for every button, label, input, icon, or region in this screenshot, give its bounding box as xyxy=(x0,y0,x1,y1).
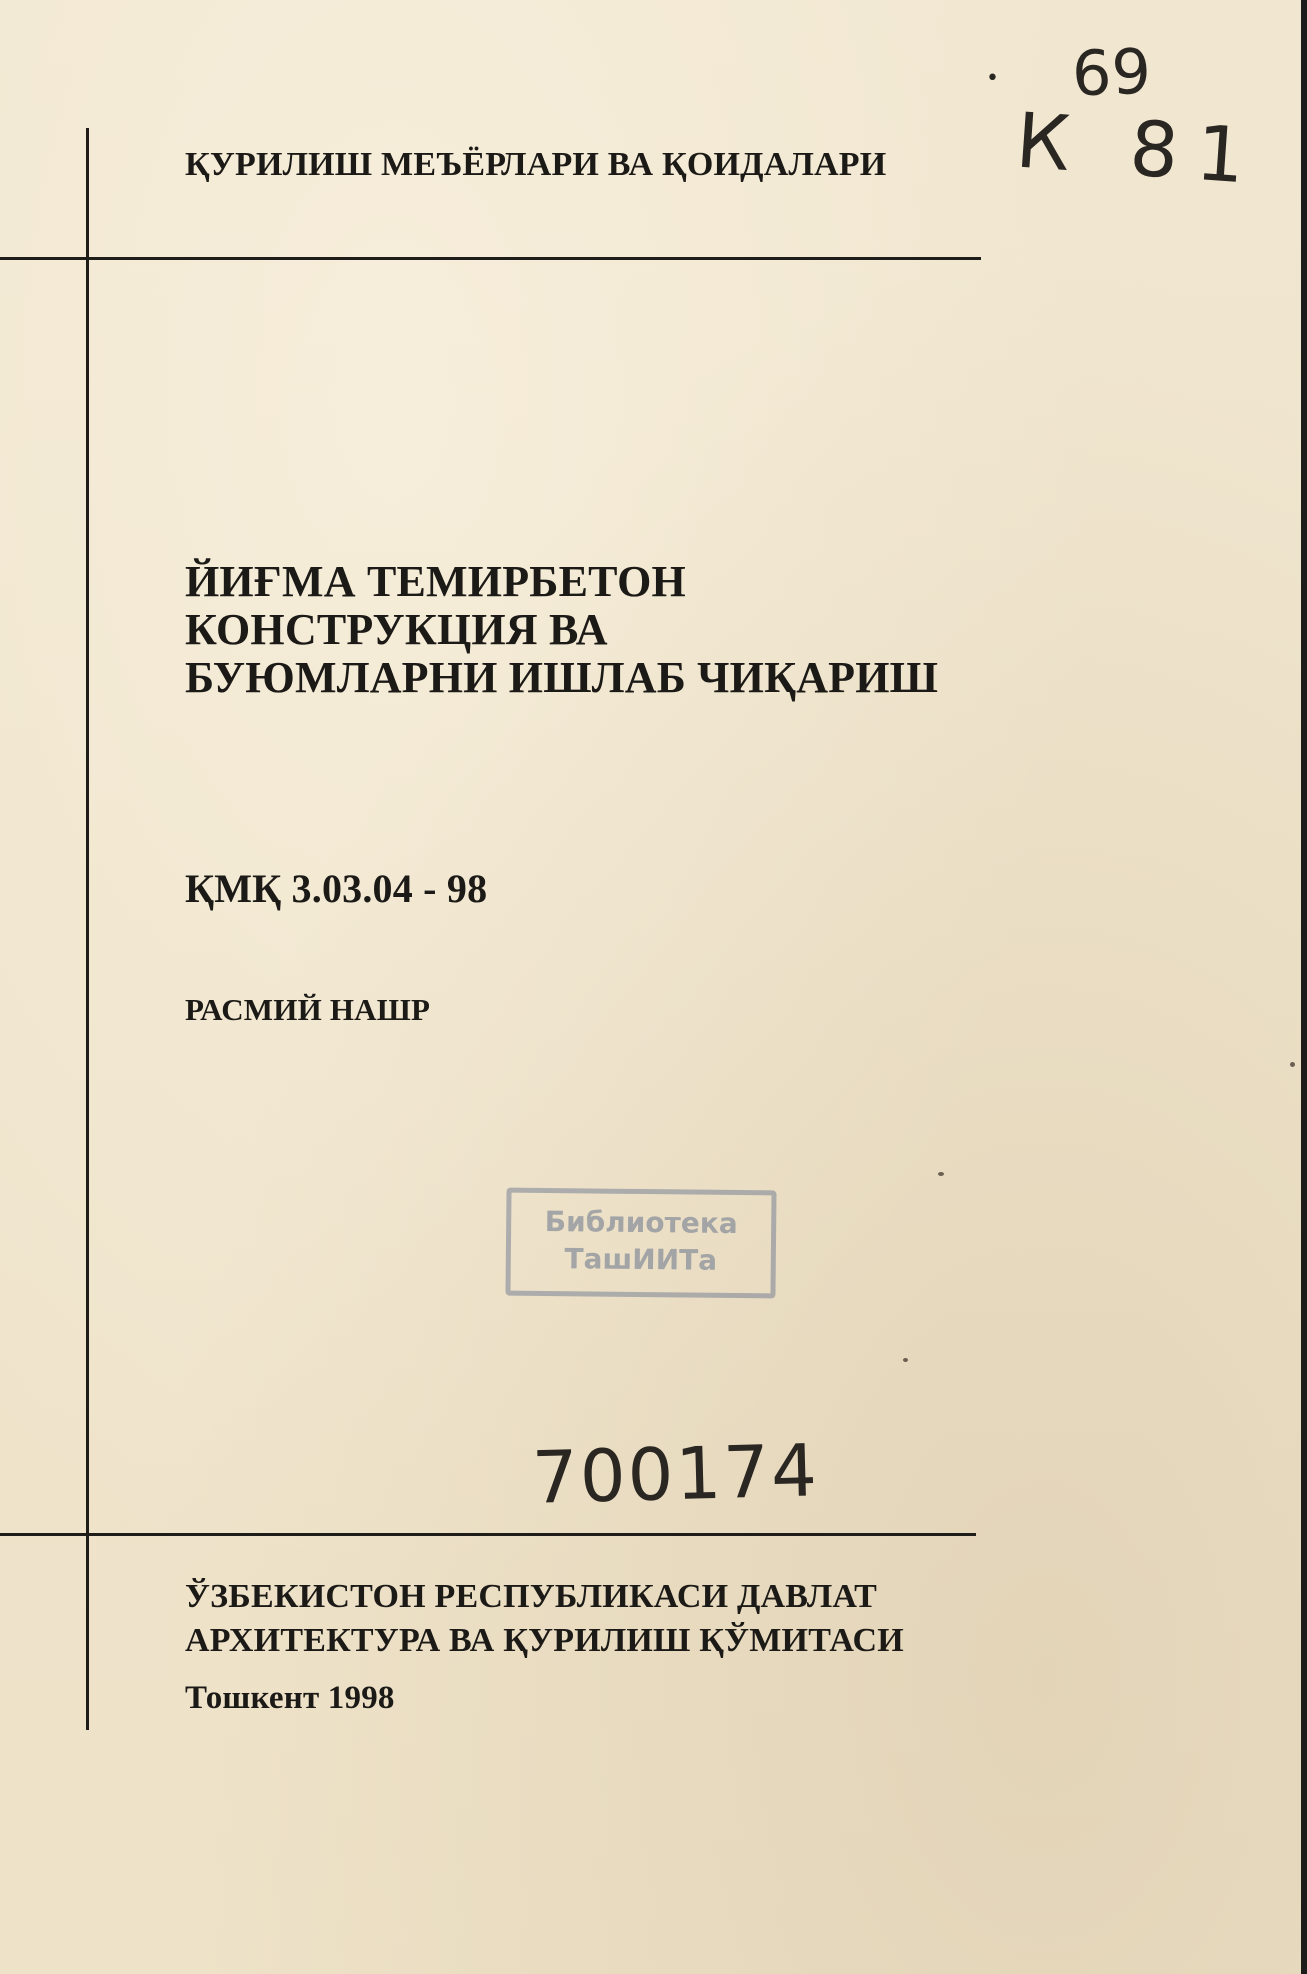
stamp-line-2: ТашИИТа xyxy=(564,1242,718,1277)
title-line-1: ЙИҒМА ТЕМИРБЕТОН xyxy=(185,557,686,606)
cover-edge xyxy=(1301,0,1307,1974)
document-code: ҚМҚ 3.03.04 - 98 xyxy=(185,866,488,911)
handwritten-inventory-number: 700174 xyxy=(530,1428,820,1520)
paper-speck xyxy=(903,1358,908,1362)
ink-dot: • xyxy=(986,66,999,91)
publisher-line-1: ЎЗБЕКИСТОН РЕСПУБЛИКАСИ ДАВЛАТ xyxy=(185,1578,878,1615)
publisher-line-2: АРХИТЕКТУРА ВА ҚУРИЛИШ ҚЎМИТАСИ xyxy=(185,1622,904,1659)
handwritten-shelf-number: 69 xyxy=(1070,34,1153,111)
paper-speck xyxy=(938,1172,944,1176)
city-year: Тошкент 1998 xyxy=(185,1680,395,1716)
bottom-horizontal-rule xyxy=(0,1533,976,1536)
publisher xyxy=(185,1575,904,1663)
top-horizontal-rule xyxy=(0,257,981,260)
stamp-line-1: Библиотека xyxy=(544,1204,738,1241)
edition-label: РАСМИЙ НАШР xyxy=(185,992,431,1027)
library-stamp xyxy=(505,1188,776,1299)
paper-speck xyxy=(1290,1062,1295,1067)
handwritten-shelf-code: К 81 xyxy=(1013,95,1266,202)
series-title: ҚУРИЛИШ МЕЪЁРЛАРИ ВА ҚОИДАЛАРИ xyxy=(185,146,887,183)
main-title xyxy=(185,558,938,702)
title-line-2: КОНСТРУКЦИЯ ВА xyxy=(185,605,608,654)
title-line-3: БУЮМЛАРНИ ИШЛАБ ЧИҚАРИШ xyxy=(185,653,939,702)
vertical-rule xyxy=(86,128,89,1730)
